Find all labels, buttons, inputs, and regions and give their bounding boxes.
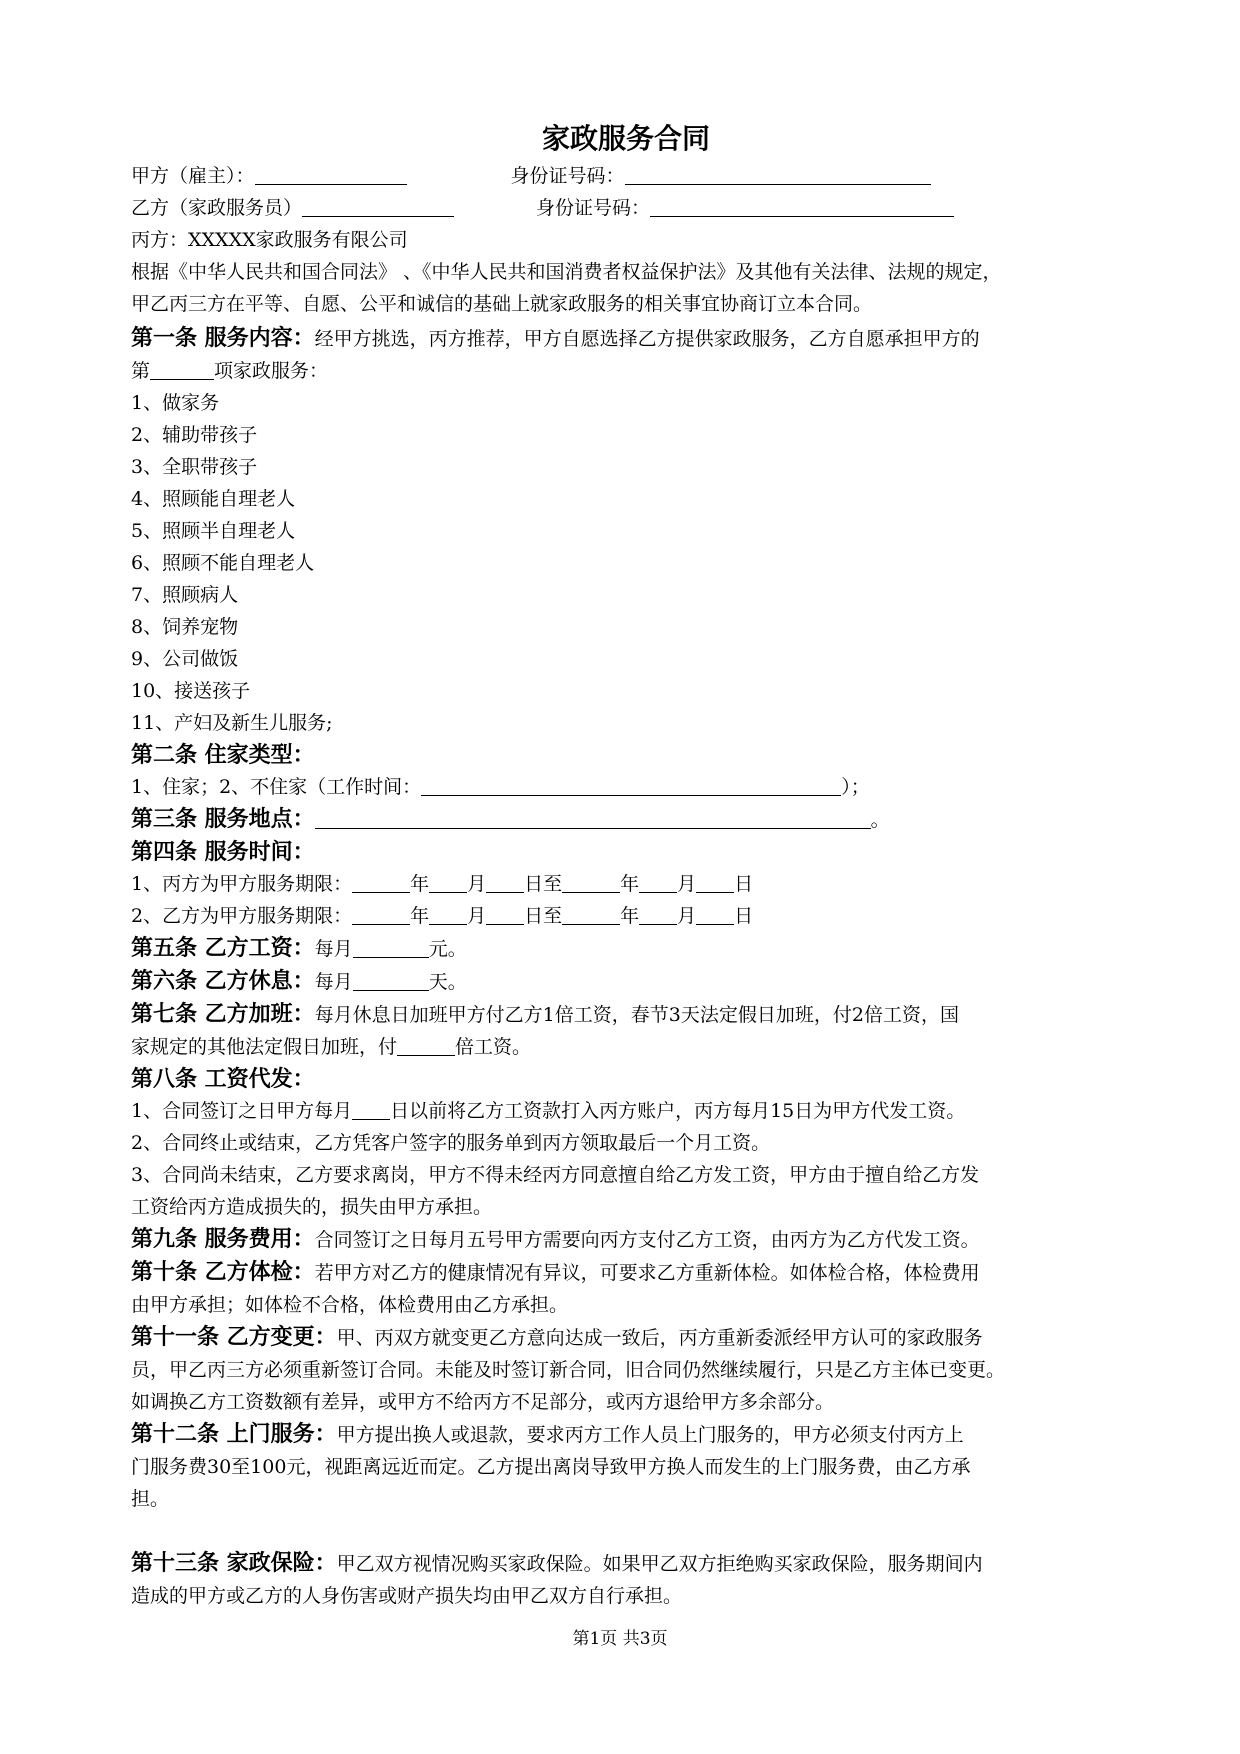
service-item: 11、产妇及新生儿服务; <box>131 712 333 734</box>
service-item: 10、接送孩子 <box>131 680 251 702</box>
article-12-line-3: 担。 <box>131 1488 170 1510</box>
period-b-label: 2、乙方为甲方服务期限： <box>131 905 353 927</box>
article-6-pre: 每月 <box>314 971 353 993</box>
year-blank[interactable] <box>352 904 410 925</box>
month-label: 月 <box>467 873 487 895</box>
document-body <box>131 118 1121 1612</box>
article-1-text: 经甲方挑选，丙方推荐，甲方自愿选择乙方提供家政服务，乙方自愿承担甲方的 <box>314 328 980 350</box>
article-1-post: 项家政服务： <box>214 360 329 382</box>
service-item: 6、照顾不能自理老人 <box>131 552 315 574</box>
article-10-text: 若甲方对乙方的健康情况有异议，可要求乙方重新体检。如体检合格，体检费用 <box>314 1262 980 1284</box>
page-number: 第1页 共3页 <box>572 1629 668 1649</box>
year-label: 年 <box>620 905 640 927</box>
article-11-line-2: 员，甲乙丙三方必须重新签订合同。未能及时签订新合同，旧合同仍然继续履行，只是乙方主体已变更。 <box>131 1359 1006 1381</box>
service-item: 7、照顾病人 <box>131 584 239 606</box>
article-12 <box>131 1418 1121 1451</box>
article-3-heading: 第三条 服务地点： <box>131 806 315 832</box>
day-blank[interactable] <box>486 904 524 925</box>
party-c-line: 丙方：XXXXX家政服务有限公司 <box>131 229 408 251</box>
party-a-line <box>131 160 1121 192</box>
article-9 <box>131 1223 1121 1256</box>
article-8-line-2: 2、合同终止或结束，乙方凭客户签字的服务单到丙方领取最后一个月工资。 <box>131 1132 771 1154</box>
day-blank[interactable] <box>486 872 524 893</box>
article-7-post: 倍工资。 <box>455 1036 532 1058</box>
article-10-line-2: 由甲方承担；如体检不合格，体检费用由乙方承担。 <box>131 1294 569 1316</box>
article-6 <box>131 965 1121 998</box>
article-8-post: 日以前将乙方工资款打入丙方账户，丙方每月15日为甲方代发工资。 <box>390 1100 966 1122</box>
article-2-pre: 1、住家；2、不住家（工作时间： <box>131 776 422 798</box>
article-8-heading: 第八条 工资代发： <box>131 1066 315 1092</box>
preamble-line-1: 根据《中华人民共和国合同法》 、《中华人民共和国消费者权益保护法》及其他有关法律、法规的规定， <box>131 261 1002 283</box>
party-b-id-label: 身份证号码： <box>536 197 651 219</box>
payday-blank[interactable] <box>352 1099 390 1120</box>
month-label: 月 <box>677 873 697 895</box>
month-blank[interactable] <box>639 872 677 893</box>
preamble-line-2: 甲乙丙三方在平等、自愿、公平和诚信的基础上就家政服务的相关事宜协商订立本合同。 <box>131 293 873 315</box>
document-title: 家政服务合同 <box>541 122 710 155</box>
article-12-heading: 第十二条 上门服务： <box>131 1421 337 1447</box>
article-1-blank-line <box>131 355 1121 387</box>
service-item: 4、照顾能自理老人 <box>131 488 296 510</box>
rest-days-blank[interactable] <box>353 970 429 991</box>
article-1-pre: 第 <box>131 360 151 382</box>
party-a-id-label: 身份证号码： <box>510 165 625 187</box>
month-label: 月 <box>467 905 487 927</box>
year-blank[interactable] <box>562 904 620 925</box>
service-item: 2、辅助带孩子 <box>131 424 258 446</box>
article-8-line-3: 3、合同尚未结束，乙方要求离岗，甲方不得未经丙方同意擅自给乙方发工资，甲方由于擅自给乙方发 <box>131 1164 980 1186</box>
article-8-line-1 <box>131 1095 1121 1127</box>
article-3 <box>131 803 1121 836</box>
article-11-text: 甲、丙双方就变更乙方意向达成一致后，丙方重新委派经甲方认可的家政服务 <box>336 1327 983 1349</box>
day-label: 日 <box>734 905 754 927</box>
party-a-name-blank[interactable] <box>255 164 407 185</box>
party-b-label: 乙方（家政服务员） <box>131 197 303 219</box>
year-label: 年 <box>410 873 430 895</box>
work-hours-blank[interactable] <box>421 775 841 796</box>
year-blank[interactable] <box>562 872 620 893</box>
year-label: 年 <box>410 905 430 927</box>
article-1 <box>131 322 1121 355</box>
article-4-heading: 第四条 服务时间： <box>131 839 315 865</box>
article-1-heading: 第一条 服务内容： <box>131 325 315 351</box>
article-2-heading: 第二条 住家类型： <box>131 742 315 768</box>
article-13-text: 甲乙双方视情况购买家政保险。如果甲乙双方拒绝购买家政保险，服务期间内 <box>336 1553 983 1575</box>
article-11-line-3: 如调换乙方工资数额有差异，或甲方不给丙方不足部分，或丙方退给甲方多余部分。 <box>131 1391 835 1413</box>
article-10-heading: 第十条 乙方体检： <box>131 1259 315 1285</box>
day-to-label: 日至 <box>524 905 563 927</box>
day-blank[interactable] <box>696 872 734 893</box>
year-label: 年 <box>620 873 640 895</box>
party-a-label: 甲方（雇主）： <box>131 165 255 187</box>
month-blank[interactable] <box>639 904 677 925</box>
article-12-text: 甲方提出换人或退款，要求丙方工作人员上门服务的，甲方必须支付丙方上 <box>336 1424 964 1446</box>
article-6-post: 天。 <box>428 971 467 993</box>
article-11-heading: 第十一条 乙方变更： <box>131 1324 337 1350</box>
service-item: 5、照顾半自理老人 <box>131 520 296 542</box>
article-4-line-2 <box>131 900 1121 932</box>
service-item: 1、做家务 <box>131 392 220 414</box>
day-blank[interactable] <box>696 904 734 925</box>
day-label: 日 <box>734 873 754 895</box>
month-blank[interactable] <box>429 872 467 893</box>
article-5-post: 元。 <box>428 938 467 960</box>
article-7-pre: 家规定的其他法定假日加班，付 <box>131 1036 398 1058</box>
article-7-text: 每月休息日加班甲方付乙方1倍工资，春节3天法定假日加班，付2倍工资，国 <box>314 1004 959 1026</box>
service-item: 8、饲养宠物 <box>131 616 239 638</box>
day-to-label: 日至 <box>524 873 563 895</box>
article-5 <box>131 932 1121 965</box>
article-8-line-4: 工资给丙方造成损失的，损失由甲方承担。 <box>131 1196 493 1218</box>
article-12-line-2: 门服务费30至100元，视距离远近而定。乙方提出离岗导致甲方换人而发生的上门服务费，由乙方承 <box>131 1456 971 1478</box>
year-blank[interactable] <box>352 872 410 893</box>
month-blank[interactable] <box>429 904 467 925</box>
article-10 <box>131 1256 1121 1289</box>
article-13 <box>131 1547 1121 1580</box>
article-9-text: 合同签订之日每月五号甲方需要向丙方支付乙方工资，由丙方为乙方代发工资。 <box>314 1229 980 1251</box>
article-7 <box>131 998 1121 1031</box>
month-label: 月 <box>677 905 697 927</box>
party-a-id-blank[interactable] <box>625 164 931 185</box>
article-2-line <box>131 771 1121 803</box>
article-13-heading: 第十三条 家政保险： <box>131 1550 337 1576</box>
article-2-post: ）； <box>841 776 870 798</box>
article-9-heading: 第九条 服务费用： <box>131 1226 315 1252</box>
article-7-line-2 <box>131 1031 1121 1063</box>
article-4-line-1 <box>131 868 1121 900</box>
service-item: 3、全职带孩子 <box>131 456 258 478</box>
article-5-pre: 每月 <box>314 938 353 960</box>
article-11 <box>131 1321 1121 1354</box>
article-8-pre: 1、合同签订之日甲方每月 <box>131 1100 353 1122</box>
party-b-id-blank[interactable] <box>650 196 954 217</box>
article-7-heading: 第七条 乙方加班： <box>131 1001 315 1027</box>
article-13-line-2: 造成的甲方或乙方的人身伤害或财产损失均由甲乙双方自行承担。 <box>131 1585 683 1607</box>
party-b-line <box>131 192 1121 224</box>
article-5-heading: 第五条 乙方工资： <box>131 935 315 961</box>
article-3-post: 。 <box>870 809 890 831</box>
overtime-multiplier-blank[interactable] <box>397 1035 455 1056</box>
service-number-blank[interactable] <box>150 359 214 380</box>
service-item: 9、公司做饭 <box>131 648 239 670</box>
salary-blank[interactable] <box>353 937 429 958</box>
spacer <box>131 1515 1121 1547</box>
party-b-name-blank[interactable] <box>302 196 454 217</box>
service-address-blank[interactable] <box>315 808 871 829</box>
period-c-label: 1、丙方为甲方服务期限： <box>131 873 353 895</box>
article-6-heading: 第六条 乙方休息： <box>131 968 315 994</box>
